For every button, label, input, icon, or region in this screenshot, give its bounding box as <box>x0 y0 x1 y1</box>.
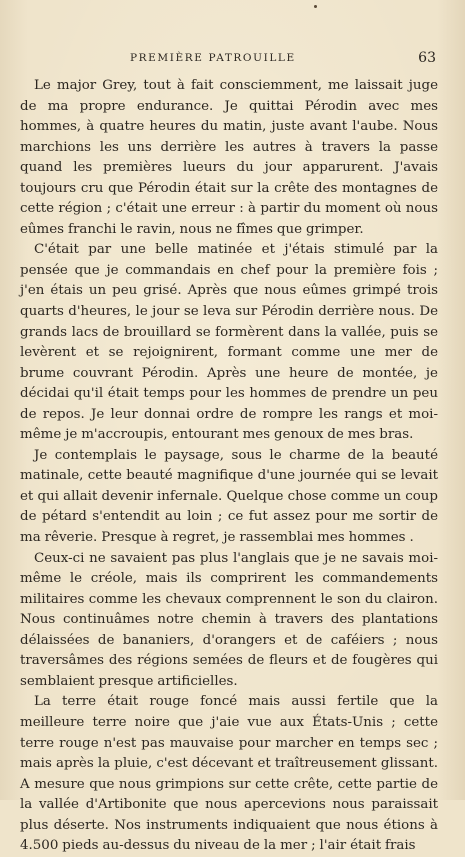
body-text <box>20 76 438 857</box>
chapter-title: PREMIÈRE PATROUILLE <box>130 52 296 64</box>
paragraph: Le major Grey, tout à fait consciemment, me laissait juge de ma propre endurance. Je quittai Pérodin avec mes hommes, à quatre heures du matin, juste avant l'aube. Nous marchions les uns derrière les autres à travers la passe quand les premières lueurs du jour apparurent. J'avais toujours cru que Pérodin était sur la crête des montagnes de cette région ; c'était une erreur : à partir du moment où nous eûmes franchi le ravin, nous ne fîmes que grimper. <box>20 78 438 237</box>
paragraph: C'était par une belle matinée et j'étais stimulé par la pensée que je commandais en chef pour la première fois ; j'en étais un peu grisé. Après que nous eûmes grimpé trois quarts d'heures, le jour se leva sur Pérodin derrière nous. De grands lacs de brouillard se formèrent dans la vallée, puis se levèrent et se rejoignirent, formant comme une mer de brume couvrant Pérodin. Après une heure de montée, je décidai qu'il était temps pour les hommes de prendre un peu de repos. Je leur donnai ordre de rompre les rangs et moi-même je m'accroupis, entourant mes genoux de mes bras. <box>20 242 438 443</box>
ink-speck <box>314 5 317 8</box>
paragraph: Ceux-ci ne savaient pas plus l'anglais que je ne savais moi-même le créole, mais ils comprirent les commandements militaires comme les chevaux comprennent le son du clairon. Nous continuâmes notre chemin à travers des plantations délaissées de bananiers, d'orangers et de caféiers ; nous traversâmes des régions semées de fleurs et de fougères qui semblaient presque artificielles. <box>20 550 438 689</box>
paragraph: La terre était rouge foncé mais aussi fertile que la meilleure terre noire que j'aie vue aux États-Unis ; cette terre rouge n'est pas mauvaise pour marcher en temps sec ; mais après la pluie, c'est décevant et traîtreusement glissant. A mesure que nous grimpions sur cette crête, cette partie de la vallée d'Artibonite que nous apercevions nous paraissait plus déserte. Nos instruments indiquaient que nous étions à 4.500 pieds au-dessus du niveau de la mer ; l'air était frais <box>20 694 438 854</box>
page-number: 63 <box>418 50 436 66</box>
paragraph: Je contemplais le paysage, sous le charme de la beauté matinale, cette beauté magnifique d'une journée qui se levait et qui allait devenir infernale. Quelque chose comme un coup de pétard s'entendit au loin ; ce fut assez pour me sortir de ma rêverie. Presque à regret, je rassemblai mes hommes . <box>20 447 438 546</box>
running-head <box>28 50 438 70</box>
